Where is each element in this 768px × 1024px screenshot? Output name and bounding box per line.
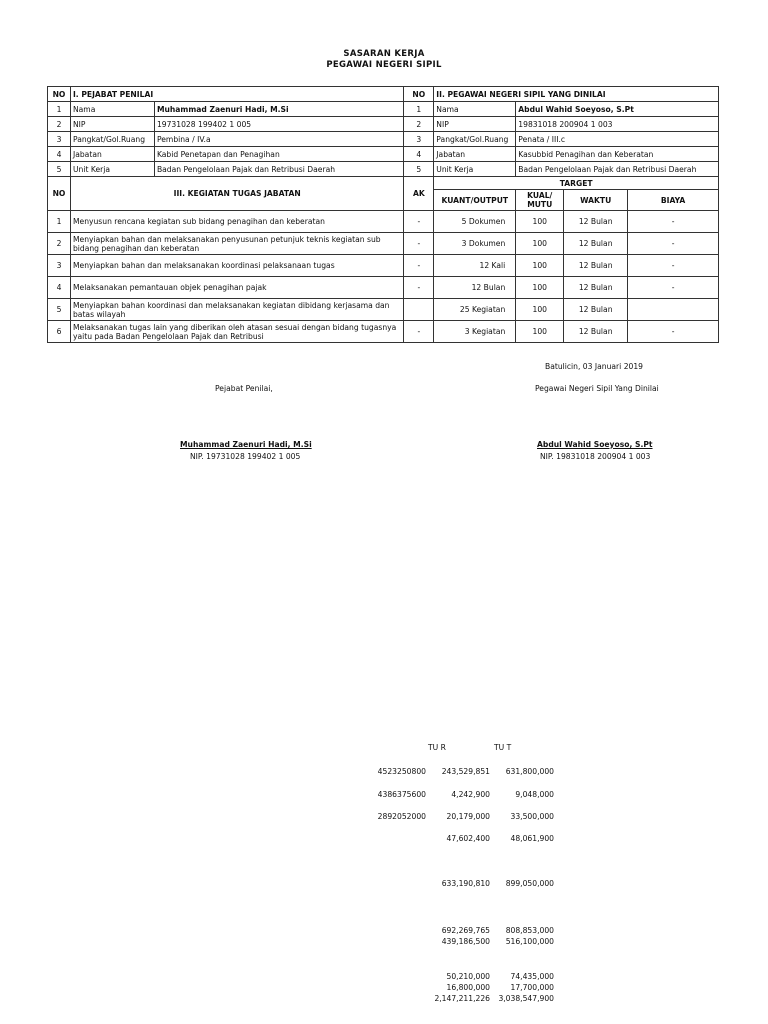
task-kuant: 25 Kegiatan xyxy=(434,299,516,321)
document-title: SASARAN KERJA xyxy=(343,49,425,59)
task-biaya: - xyxy=(628,321,719,343)
col-kual-mutu xyxy=(516,190,564,211)
task-no: 4 xyxy=(48,277,71,299)
right-signer-role: Pegawai Negeri Sipil Yang Dinilai xyxy=(535,384,659,393)
tut-value: 516,100,000 xyxy=(505,937,554,946)
mutu-label: MUTU xyxy=(527,200,553,209)
task-biaya: - xyxy=(628,233,719,255)
tur-value: 47,602,400 xyxy=(446,834,490,843)
table-row xyxy=(48,162,719,177)
col-kuant-output: KUANT/OUTPUT xyxy=(434,190,516,211)
task-kual: 100 xyxy=(516,277,564,299)
col-biaya: BIAYA xyxy=(628,190,719,211)
row-no: 5 xyxy=(48,162,71,177)
row-label: Nama xyxy=(70,102,154,117)
table-row xyxy=(48,147,719,162)
task-no: 5 xyxy=(48,299,71,321)
row-label: NIP xyxy=(434,117,516,132)
row-value: Penata / III.c xyxy=(516,132,719,147)
task-text: Melaksanakan tugas lain yang diberikan oleh atasan sesuai dengan bidang tugasnya yaitu pada Badan Pengelolaan Pajak dan Retribusi xyxy=(70,321,403,343)
row-value: 19731028 199402 1 005 xyxy=(154,117,403,132)
code-cell: 4523250800 xyxy=(377,767,426,776)
col-waktu: WAKTU xyxy=(564,190,628,211)
left-signer-name: Muhammad Zaenuri Hadi, M.Si xyxy=(180,440,312,449)
row-no: 1 xyxy=(48,102,71,117)
task-waktu: 12 Bulan xyxy=(564,255,628,277)
task-row xyxy=(48,211,719,233)
task-kuant: 3 Dokumen xyxy=(434,233,516,255)
place-date: Batulicin, 03 Januari 2019 xyxy=(545,362,644,371)
tut-value: 33,500,000 xyxy=(510,812,554,821)
row-value: Badan Pengelolaan Pajak dan Retribusi Daerah xyxy=(154,162,403,177)
task-kuant: 12 Bulan xyxy=(434,277,516,299)
row-label: Jabatan xyxy=(434,147,516,162)
table-row xyxy=(48,132,719,147)
col-no-right: NO xyxy=(404,87,434,102)
code-cell: 4386375600 xyxy=(377,790,426,799)
row-label: Unit Kerja xyxy=(434,162,516,177)
row-value: Abdul Wahid Soeyoso, S.Pt xyxy=(516,102,719,117)
task-no: 6 xyxy=(48,321,71,343)
right-signer-nip: NIP. 19831018 200904 1 003 xyxy=(540,452,651,461)
task-text: Menyiapkan bahan dan melaksanakan penyusunan petunjuk teknis kegiatan sub bidang penagihan dan keberatan xyxy=(70,233,403,255)
tut-value: 899,050,000 xyxy=(505,879,554,888)
task-biaya xyxy=(628,299,719,321)
col-no-left: NO xyxy=(48,87,71,102)
task-waktu: 12 Bulan xyxy=(564,299,628,321)
col-ak: AK xyxy=(404,177,434,211)
table-row xyxy=(48,117,719,132)
tut-value: 74,435,000 xyxy=(510,972,554,981)
task-biaya: - xyxy=(628,211,719,233)
tur-value: 16,800,000 xyxy=(446,983,490,992)
task-waktu: 12 Bulan xyxy=(564,233,628,255)
row-label: Nama xyxy=(434,102,516,117)
tur-value: 2,147,211,226 xyxy=(434,994,490,1003)
task-kual: 100 xyxy=(516,233,564,255)
row-no: 3 xyxy=(48,132,71,147)
task-no: 1 xyxy=(48,211,71,233)
task-text: Menyusun rencana kegiatan sub bidang penagihan dan keberatan xyxy=(70,211,403,233)
row-label: NIP xyxy=(70,117,154,132)
right-signer-name: Abdul Wahid Soeyoso, S.Pt xyxy=(537,440,653,449)
section-kegiatan: III. KEGIATAN TUGAS JABATAN xyxy=(70,177,403,211)
section-pejabat-penilai: I. PEJABAT PENILAI xyxy=(70,87,403,102)
tut-value: 631,800,000 xyxy=(505,767,554,776)
row-no: 3 xyxy=(404,132,434,147)
tur-value: 4,242,900 xyxy=(451,790,490,799)
task-kuant: 12 Kali xyxy=(434,255,516,277)
row-value: Pembina / IV.a xyxy=(154,132,403,147)
task-biaya: - xyxy=(628,255,719,277)
tur-value: 692,269,765 xyxy=(441,926,490,935)
tur-value: 50,210,000 xyxy=(446,972,490,981)
task-biaya: - xyxy=(628,277,719,299)
task-text: Menyiapkan bahan dan melaksanakan koordinasi pelaksanaan tugas xyxy=(70,255,403,277)
tur-value: 439,186,500 xyxy=(441,937,490,946)
row-no: 1 xyxy=(404,102,434,117)
task-kual: 100 xyxy=(516,211,564,233)
row-label: Jabatan xyxy=(70,147,154,162)
task-kual: 100 xyxy=(516,255,564,277)
row-label: Pangkat/Gol.Ruang xyxy=(70,132,154,147)
tur-value: 20,179,000 xyxy=(446,812,490,821)
task-kuant: 5 Dokumen xyxy=(434,211,516,233)
row-no: 2 xyxy=(404,117,434,132)
task-waktu: 12 Bulan xyxy=(564,211,628,233)
row-no: 2 xyxy=(48,117,71,132)
kual-label: KUAL/ xyxy=(527,191,553,200)
task-ak xyxy=(404,299,434,321)
task-no: 2 xyxy=(48,233,71,255)
left-signer-nip: NIP. 19731028 199402 1 005 xyxy=(190,452,301,461)
task-ak: - xyxy=(404,255,434,277)
task-text: Menyiapkan bahan koordinasi dan melaksanakan kegiatan dibidang kerjasama dan batas wilayah xyxy=(70,299,403,321)
task-row xyxy=(48,277,719,299)
task-row xyxy=(48,299,719,321)
tut-value: 808,853,000 xyxy=(505,926,554,935)
row-no: 4 xyxy=(404,147,434,162)
tut-value: 3,038,547,900 xyxy=(498,994,554,1003)
row-value: Kasubbid Penagihan dan Keberatan xyxy=(516,147,719,162)
tut-value: 17,700,000 xyxy=(510,983,554,992)
target-table xyxy=(47,86,719,343)
row-value: Kabid Penetapan dan Penagihan xyxy=(154,147,403,162)
task-row xyxy=(48,233,719,255)
task-ak: - xyxy=(404,211,434,233)
row-value: Badan Pengelolaan Pajak dan Retribusi Daerah xyxy=(516,162,719,177)
task-ak: - xyxy=(404,277,434,299)
task-kual: 100 xyxy=(516,299,564,321)
row-value: 19831018 200904 1 003 xyxy=(516,117,719,132)
code-cell: 2892052000 xyxy=(377,812,426,821)
tur-value: 243,529,851 xyxy=(441,767,490,776)
task-row xyxy=(48,255,719,277)
section-target: TARGET xyxy=(434,177,719,190)
col-no-tasks: NO xyxy=(48,177,71,211)
task-kuant: 3 Kegiatan xyxy=(434,321,516,343)
header-tur: TU R xyxy=(428,743,446,752)
task-ak: - xyxy=(404,233,434,255)
tut-value: 9,048,000 xyxy=(515,790,554,799)
header-tut: TU T xyxy=(494,743,512,752)
task-waktu: 12 Bulan xyxy=(564,277,628,299)
left-signer-role: Pejabat Penilai, xyxy=(215,384,273,393)
task-row xyxy=(48,321,719,343)
task-waktu: 12 Bulan xyxy=(564,321,628,343)
tur-value: 633,190,810 xyxy=(441,879,490,888)
table-row xyxy=(48,102,719,117)
document-subtitle: PEGAWAI NEGERI SIPIL xyxy=(326,60,442,70)
row-value: Muhammad Zaenuri Hadi, M.Si xyxy=(154,102,403,117)
tut-value: 48,061,900 xyxy=(510,834,554,843)
row-label: Unit Kerja xyxy=(70,162,154,177)
row-no: 5 xyxy=(404,162,434,177)
task-kual: 100 xyxy=(516,321,564,343)
task-no: 3 xyxy=(48,255,71,277)
row-label: Pangkat/Gol.Ruang xyxy=(434,132,516,147)
row-no: 4 xyxy=(48,147,71,162)
task-text: Melaksanakan pemantauan objek penagihan pajak xyxy=(70,277,403,299)
section-pegawai-dinilai: II. PEGAWAI NEGERI SIPIL YANG DINILAI xyxy=(434,87,719,102)
task-ak: - xyxy=(404,321,434,343)
